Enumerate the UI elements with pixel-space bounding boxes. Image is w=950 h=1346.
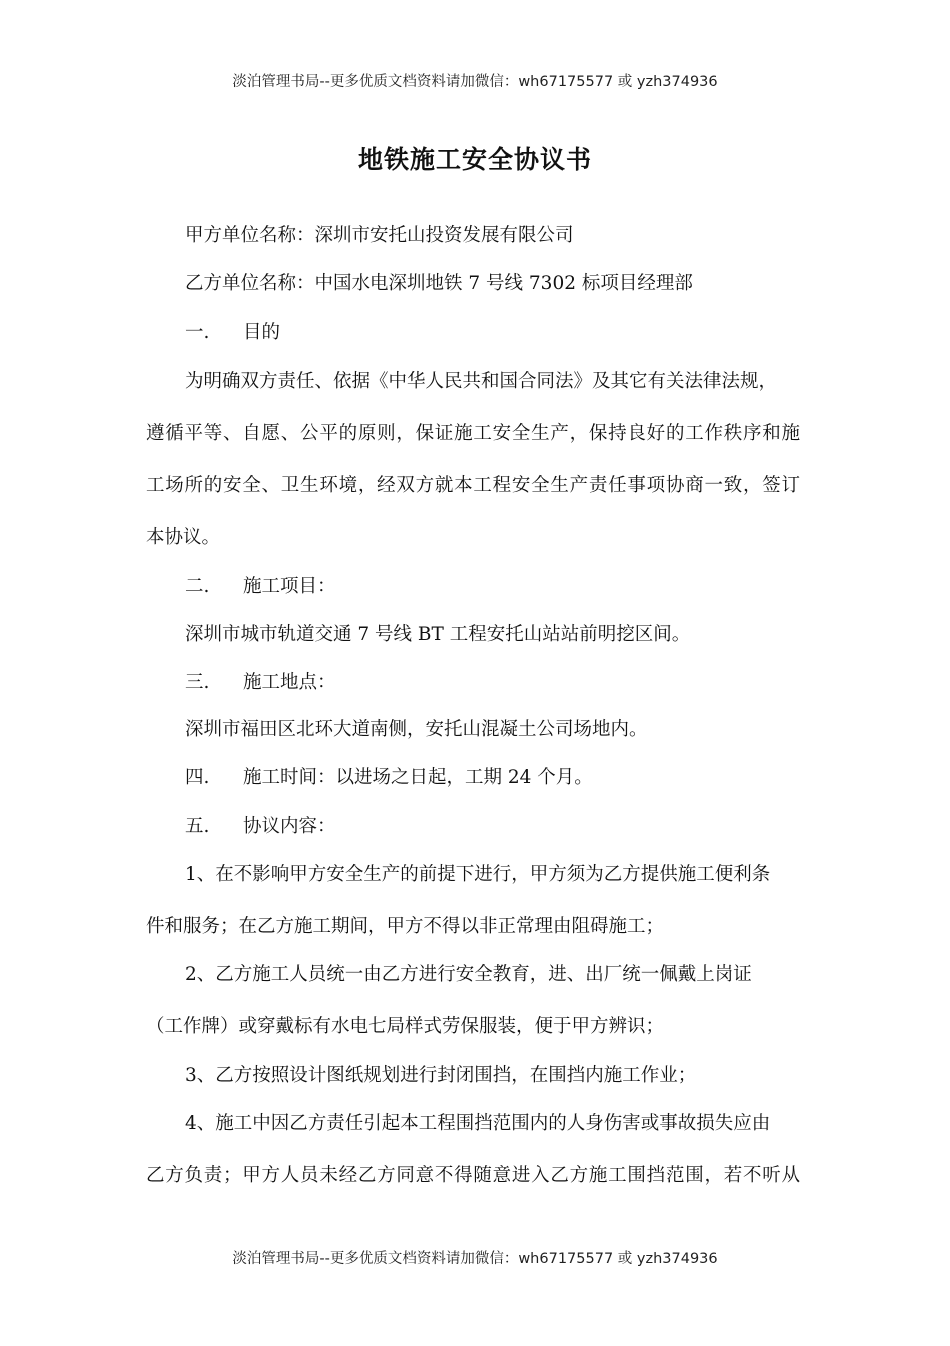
section-4-title: 施工时间：以进场之日起，工期 24 个月。 [243,767,593,788]
party-b-line: 乙方单位名称：中国水电深圳地铁 7 号线 7302 标项目经理部 [185,273,693,294]
clause-1-line: 1、在不影响甲方安全生产的前提下进行，甲方须为乙方提供施工便利条 [185,864,771,885]
section-5-title: 协议内容： [243,816,336,837]
section-3-title: 施工地点： [243,672,336,693]
page-footer-note: 淡泊管理书局--更多优质文档资料请加微信：wh67175577 或 yzh374936 [232,1251,718,1267]
section-1-paragraph-line: 工场所的安全、卫生环境，经双方就本工程安全生产责任事项协商一致，签订 [146,475,800,496]
document-title: 地铁施工安全协议书 [357,145,592,174]
clause-4-line: 乙方负责；甲方人员未经乙方同意不得随意进入乙方施工围挡范围，若不听从 [146,1165,800,1186]
clause-1-line: 件和服务；在乙方施工期间，甲方不得以非正常理由阻碍施工； [146,916,665,937]
section-4-heading [185,765,593,791]
section-1-title: 目的 [243,322,281,343]
section-2-number: 二. [185,576,210,597]
section-3-number: 三. [185,672,210,693]
party-a-line: 甲方单位名称：深圳市安托山投资发展有限公司 [185,225,574,246]
section-1-paragraph-line: 本协议。 [146,527,221,548]
section-2-heading [185,574,336,600]
section-5-number: 五. [185,816,210,837]
clause-2-line: （工作牌）或穿戴标有水电七局样式劳保服装，便于甲方辨识； [146,1016,665,1037]
clause-4-line: 4、施工中因乙方责任引起本工程围挡范围内的人身伤害或事故损失应由 [185,1113,771,1134]
section-1-paragraph-line: 为明确双方责任、依据《中华人民共和国合同法》及其它有关法律法规， [185,371,778,392]
section-4-number: 四. [185,767,210,788]
section-1-paragraph-line: 遵循平等、自愿、公平的原则，保证施工安全生产，保持良好的工作秩序和施 [146,423,800,444]
section-2-body: 深圳市城市轨道交通 7 号线 BT 工程安托山站站前明挖区间。 [185,624,691,645]
section-1-number: 一. [185,322,210,343]
clause-2-line: 2、乙方施工人员统一由乙方进行安全教育，进、出厂统一佩戴上岗证 [185,964,752,985]
section-1-heading [185,320,280,346]
section-2-title: 施工项目： [243,576,336,597]
section-3-body: 深圳市福田区北环大道南侧，安托山混凝土公司场地内。 [185,719,648,740]
section-3-heading [185,670,336,696]
page-header-note: 淡泊管理书局--更多优质文档资料请加微信：wh67175577 或 yzh374936 [232,74,718,90]
section-5-heading [185,814,336,840]
clause-3-line: 3、乙方按照设计图纸规划进行封闭围挡，在围挡内施工作业； [185,1065,697,1086]
